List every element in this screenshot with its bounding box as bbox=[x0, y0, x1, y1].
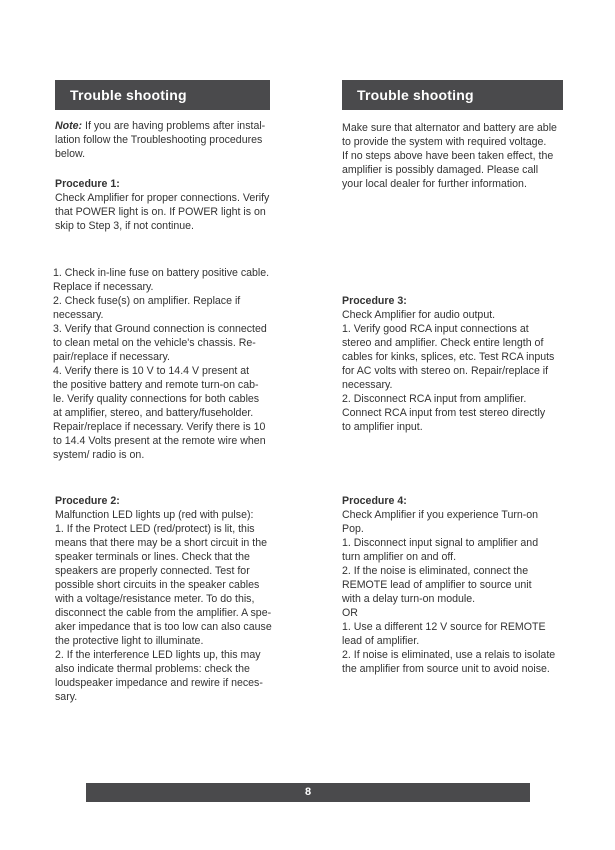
procedure-1-block bbox=[55, 177, 269, 233]
page-number: 8 bbox=[304, 786, 312, 798]
procedure-4-body: Check Amplifier if you experience Turn-on Pop. 1. Disconnect input signal to amplifier and turn amplifier on and off. 2. If the noise is eliminated, connect the REMOTE lead of amplifier to source unit with a delay turn-on module. OR 1. Use a different 12 V source for REMOTE lead of amplifier. 2. If noise is eliminated, use a relais to isolate the amplifier from source unit to avoid noise. bbox=[342, 509, 556, 675]
right-section-header-bar bbox=[342, 80, 563, 110]
left-section-header-bar bbox=[55, 80, 270, 110]
procedure-1-heading: Procedure 1: bbox=[55, 178, 120, 190]
note-paragraph bbox=[55, 119, 265, 161]
procedure-2-block bbox=[55, 494, 272, 704]
procedure-3-heading: Procedure 3: bbox=[342, 295, 407, 307]
checklist-text: 1. Check in-line fuse on battery positive cable. Replace if necessary. 2. Check fuse(s) on amplifier. Replace if necessary. 3. Verify that Ground connection is connected to clean metal on the vehicle's chassis. Re- pair/replace if necessary. 4. Verify there is 10 V to 14.4 V present at the positive battery and remote turn-on cab- le. Verify quality connections for both cables at amplifier, stereo, and battery/fuseholder. Repair/replace if necessary. Verify there is 10 to 14.4 Volts present at the remote wire when system/ radio is on. bbox=[53, 267, 270, 461]
note-label: Note: bbox=[55, 120, 83, 132]
checklist-block bbox=[53, 266, 269, 462]
procedure-4-block bbox=[342, 494, 555, 676]
right-section-title: Trouble shooting bbox=[357, 87, 474, 103]
intro-text: Make sure that alternator and battery are able to provide the system with required voltage. If no steps above have been taken effect, the amplifier is possibly damaged. Please call your local dealer for further information. bbox=[342, 122, 557, 190]
procedure-2-body: Malfunction LED lights up (red with pulse): 1. If the Protect LED (red/protect) is lit, this means that there may be a short circuit in the speaker terminals or lines. Check that the speakers are properly connected. Test for possible short circuits in the speaker cables with a voltage/resistance meter. To do this, disconnect the cable from the amplifier. A spe- aker impedance that is too low can also cause the protective light to illuminate. 2. If the interference LED lights up, this may also indicate thermal problems: check the loudspeaker impedance and rewire if neces- sary. bbox=[55, 509, 272, 703]
procedure-3-body: Check Amplifier for audio output. 1. Verify good RCA input connections at stereo and amplifier. Check entire length of cables for kinks, splices, etc. Test RCA inputs for AC volts with stereo on. Repair/replace if necessary. 2. Disconnect RCA input from amplifier. Connect RCA input from test stereo directly to amplifier input. bbox=[342, 309, 555, 433]
left-section-title: Trouble shooting bbox=[70, 87, 187, 103]
procedure-3-block bbox=[342, 294, 554, 434]
procedure-4-heading: Procedure 4: bbox=[342, 495, 407, 507]
note-text: If you are having problems after instal- lation follow the Troubleshooting procedures below. bbox=[55, 120, 266, 160]
intro-paragraph bbox=[342, 121, 557, 191]
footer-page-bar bbox=[86, 783, 530, 802]
procedure-2-heading: Procedure 2: bbox=[55, 495, 120, 507]
procedure-1-body: Check Amplifier for proper connections. Verify that POWER light is on. If POWER light is on skip to Step 3, if not continue. bbox=[55, 192, 270, 232]
